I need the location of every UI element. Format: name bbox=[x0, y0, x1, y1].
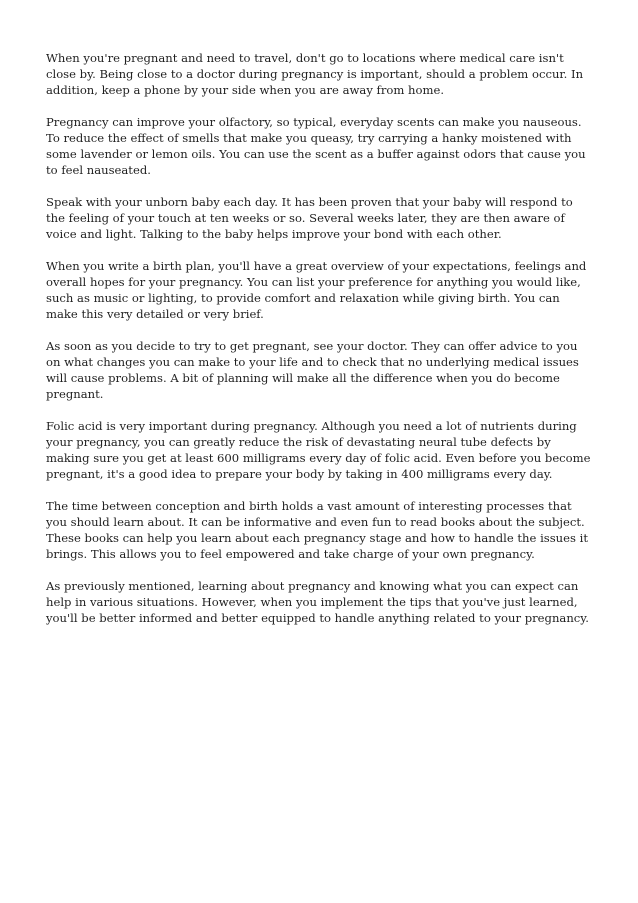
paragraph-birth-plan: When you write a birth plan, you'll have a great overview of your expectations, feelings and overall hopes for your pregnancy. You can list your preference for anything you would like, such as music or lighting, to provide comfort and relaxation while giving birth. You can make this very detailed or very brief. bbox=[46, 259, 587, 321]
paragraph-see-doctor: As soon as you decide to try to get pregnant, see your doctor. They can offer advice to you on what changes you can make to your life and to check that no underlying medical issues will cause problems. A bit of planning will make all the difference when you do become pregnant. bbox=[46, 339, 579, 401]
paragraph-scents: Pregnancy can improve your olfactory, so typical, everyday scents can make you nauseous. To reduce the effect of smells that make you queasy, try carrying a hanky moistened with some lavender or lemon oils. You can use the scent as a buffer against odors that cause you to feel nauseated. bbox=[46, 115, 586, 177]
document-body bbox=[46, 50, 594, 642]
paragraph-unborn-baby: Speak with your unborn baby each day. It has been proven that your baby will respond to the feeling of your touch at ten weeks or so. Several weeks later, they are then aware of voice and light. Talking to the baby helps improve your bond with each other. bbox=[46, 195, 573, 241]
paragraph-travel: When you're pregnant and need to travel, don't go to locations where medical care isn't close by. Being close to a doctor during pregnancy is important, should a problem occur. In addition, keep a phone by your side when you are away from home. bbox=[46, 51, 584, 97]
paragraph-folic-acid: Folic acid is very important during pregnancy. Although you need a lot of nutrients during your pregnancy, you can greatly reduce the risk of devastating neural tube defects by making sure you get at least 600 milligrams every day of folic acid. Even before you become pregnant, it's a good idea to prepare your body by taking in 400 milligrams every day. bbox=[46, 419, 591, 481]
paragraph-conclusion: As previously mentioned, learning about pregnancy and knowing what you can expect can help in various situations. However, when you implement the tips that you've just learned, you'll be better informed and better equipped to handle anything related to your pregnancy. bbox=[46, 579, 589, 625]
paragraph-learn-about: The time between conception and birth holds a vast amount of interesting processes that you should learn about. It can be informative and even fun to read books about the subject. These books can help you learn about each pregnancy stage and how to handle the issues it brings. This allows you to feel empowered and take charge of your own pregnancy. bbox=[46, 499, 589, 561]
